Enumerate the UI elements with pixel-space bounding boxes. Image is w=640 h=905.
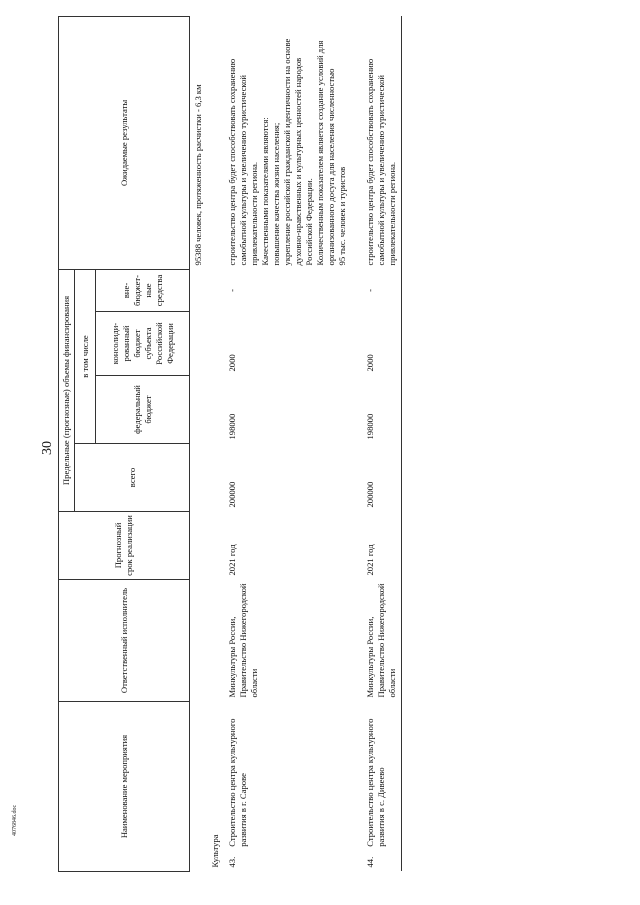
header-executor: Ответственный исполнитель <box>59 580 190 702</box>
header-regional: консолиди-рованный бюджет субъекта Российской Федерации <box>96 312 190 376</box>
rotated-table-sheet <box>58 17 618 872</box>
row-name: Строительство центра культурного развития в с. Дивеево <box>365 718 386 847</box>
row-executor: Минкультуры России, Правительство Нижегородской области <box>227 583 259 698</box>
header-total: всего <box>75 444 190 512</box>
document-code: 4076846.doc <box>12 804 18 836</box>
row-executor: Минкультуры России, Правительство Нижегородской области <box>365 583 397 698</box>
header-term: Прогнозный срок реализации <box>59 512 190 580</box>
result-line: Качественными показателями являются: <box>260 117 270 266</box>
result-line: Количественным показателем является создание условий для организованного досуга для населения численностью <box>315 40 336 266</box>
result-line: строительство центра будет способствовать сохранению самобытной культуры и увеличению туристической привлекательности региона. <box>227 58 259 266</box>
page-number: 30 <box>40 441 55 455</box>
row-regional: 2000 <box>365 354 375 372</box>
row-federal: 198000 <box>227 413 237 440</box>
row-results <box>365 20 398 265</box>
table-row <box>351 16 402 871</box>
row-total: 200000 <box>227 481 237 508</box>
section-title: Культура <box>210 834 220 868</box>
row-federal: 198000 <box>365 413 375 440</box>
header-results: Ожидаемые результаты <box>59 16 190 269</box>
header-federal: федеральный бюджет <box>96 376 190 444</box>
row-name: Строительство центра культурного развития в г. Сарове <box>227 718 248 847</box>
row-regional: 2000 <box>227 354 237 372</box>
result-line: строительство центра будет способствовать сохранению самобытной культуры и увеличению туристической привлекательности региона. <box>365 58 397 266</box>
row-total: 200000 <box>365 481 375 508</box>
row-extrabudget: - <box>365 289 375 292</box>
row-term: 2021 год <box>365 544 375 576</box>
result-line: 95 тыс. человек и туристов <box>337 166 347 266</box>
header-name: Наименование мероприятия <box>59 702 190 872</box>
continuation-text: 95388 человек, протяженность расчистки - 6,3 км <box>193 84 203 266</box>
row-results <box>227 20 348 265</box>
table-row <box>224 16 351 871</box>
funding-plan-table <box>58 16 402 872</box>
header-extrabudget: вне-бюджет-ные средства <box>96 269 190 311</box>
row-number: 44. <box>365 856 375 868</box>
continuation-row <box>190 16 208 871</box>
row-number: 43. <box>227 856 237 868</box>
row-term: 2021 год <box>227 544 237 576</box>
section-row <box>207 16 224 871</box>
result-line: укрепление российской гражданской идентичности на основе духовно-нравственных и культурных ценностей народов Российской Федерации. <box>282 38 314 266</box>
header-including: в том числе <box>75 269 96 443</box>
result-line: повышение качества жизни населения; <box>271 122 281 266</box>
header-funding-group: Предельные (прогнозные) объемы финансирования <box>59 269 75 511</box>
row-extrabudget: - <box>227 289 237 292</box>
